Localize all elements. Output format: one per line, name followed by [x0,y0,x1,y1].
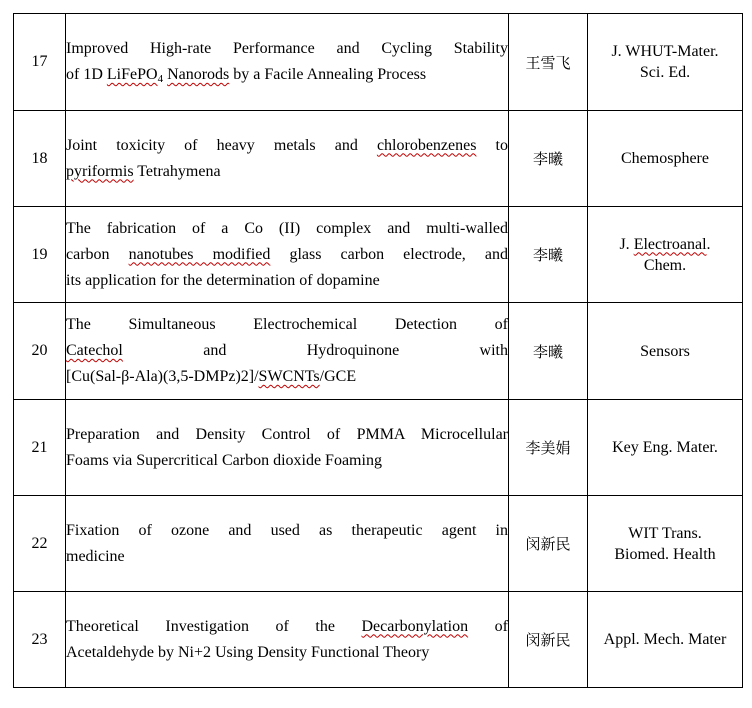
author-name: 李曦 [509,303,588,400]
journal-name: Key Eng. Mater. [588,400,743,496]
table-row [14,592,743,688]
row-number: 23 [14,592,66,688]
row-number: 18 [14,111,66,207]
table-row [14,496,743,592]
row-number: 17 [14,14,66,111]
paper-title: Preparation and Density Control of PMMA Microcellular Foams via Supercritical Carbon dioxide Foaming [66,400,509,496]
paper-title: Fixation of ozone and used as therapeutic agent in medicine [66,496,509,592]
paper-title: The Simultaneous Electrochemical Detection of Catechol and Hydroquinone with [Cu(Sal-β-Ala)(3,5-DMPz)2]/SWCNTs/GCE [66,303,509,400]
table-row [14,14,743,111]
paper-title: Theoretical Investigation of the Decarbonylation of Acetaldehyde by Ni+2 Using Density Functional Theory [66,592,509,688]
publications-table [13,13,743,688]
row-number: 20 [14,303,66,400]
journal-name: Sensors [588,303,743,400]
author-name: 闵新民 [509,496,588,592]
paper-title: The fabrication of a Co (II) complex and multi-walled carbon nanotubes modified glass carbon electrode, and its application for the determination of dopamine [66,207,509,303]
table-row [14,303,743,400]
author-name: 李曦 [509,207,588,303]
table-row [14,400,743,496]
author-name: 李曦 [509,111,588,207]
journal-name: Appl. Mech. Mater [588,592,743,688]
author-name: 王雪飞 [509,14,588,111]
author-name: 闵新民 [509,592,588,688]
journal-name: WIT Trans. Biomed. Health [588,496,743,592]
row-number: 19 [14,207,66,303]
table-row [14,111,743,207]
paper-title: Joint toxicity of heavy metals and chlorobenzenes to pyriformis Tetrahymena [66,111,509,207]
table-row [14,207,743,303]
row-number: 21 [14,400,66,496]
author-name: 李美娟 [509,400,588,496]
paper-title: Improved High-rate Performance and Cycling Stability of 1D LiFePO$_4$ Nanorods by a Facile Annealing Process [66,14,509,111]
journal-name: Chemosphere [588,111,743,207]
journal-name: J. WHUT-Mater. Sci. Ed. [588,14,743,111]
journal-name: J. Electroanal. Chem. [588,207,743,303]
row-number: 22 [14,496,66,592]
